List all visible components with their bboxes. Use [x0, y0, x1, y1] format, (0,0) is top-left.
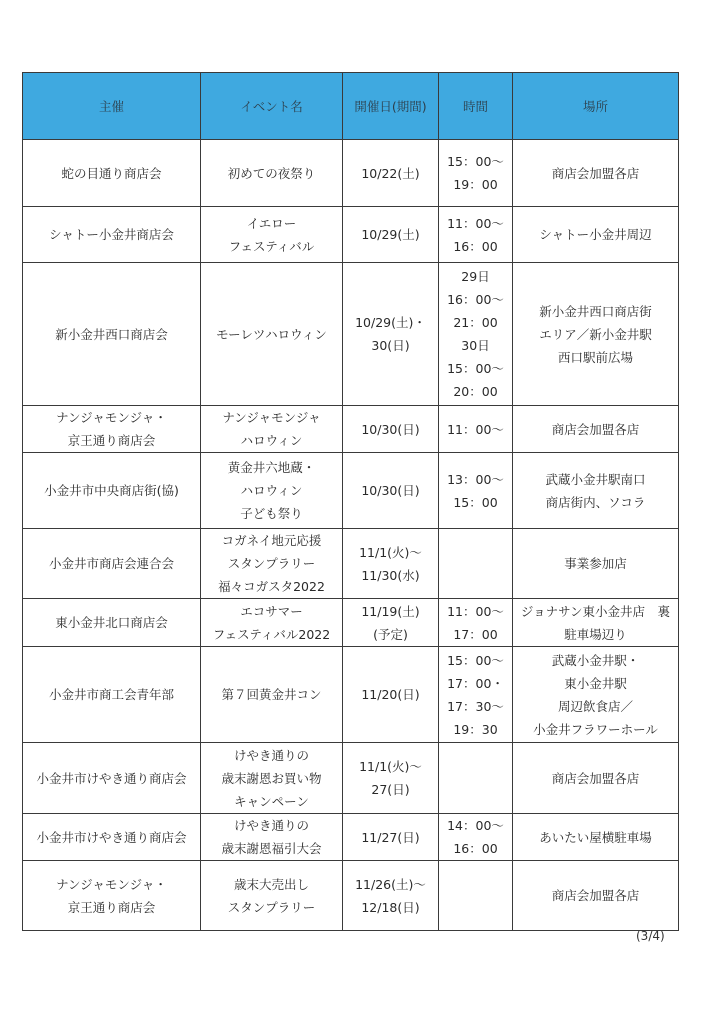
cell-time — [439, 743, 513, 814]
table-body — [23, 140, 679, 931]
cell-place — [513, 529, 679, 599]
cell-text-line: ナンジャモンジャ・ — [56, 876, 167, 892]
cell-text-line: コガネイ地元応援 — [221, 533, 322, 548]
cell-text-line: あいたい屋横駐車場 — [539, 829, 652, 845]
cell-text-line: 小金井市けやき通り商店会 — [36, 770, 187, 786]
cell-text-line: 11/20(日) — [361, 687, 420, 702]
cell-text-line: 10/29(土)・ — [355, 315, 426, 330]
cell-event — [201, 599, 343, 647]
table-row — [23, 743, 679, 814]
cell-text-line: モーレツハロウィン — [216, 326, 327, 342]
cell-text-line: 11/1(火)～ — [359, 544, 422, 560]
cell-event — [201, 207, 343, 263]
cell-time — [439, 140, 513, 207]
cell-date — [343, 263, 439, 406]
cell-text-line: ナンジャモンジャ・ — [56, 410, 167, 425]
cell-date — [343, 743, 439, 814]
cell-time — [439, 453, 513, 529]
cell-place — [513, 263, 679, 406]
cell-text-line: 29日 — [461, 269, 490, 284]
cell-place — [513, 647, 679, 743]
cell-place — [513, 814, 679, 861]
table-row — [23, 861, 679, 931]
cell-text-line: 事業参加店 — [564, 556, 627, 571]
cell-date — [343, 406, 439, 453]
cell-place — [513, 453, 679, 529]
cell-text-line: 16：00 — [453, 238, 498, 254]
cell-place — [513, 406, 679, 453]
header-time: 時間 — [439, 73, 513, 140]
cell-text-line: 19：30 — [453, 721, 498, 737]
header-event-name: イベント名 — [201, 73, 343, 140]
cell-text-line: 14：00～ — [447, 818, 504, 833]
cell-time — [439, 814, 513, 861]
cell-text-line: 小金井市商工会青年部 — [48, 687, 174, 702]
cell-text-line: 17：00 — [453, 626, 498, 642]
cell-text-line: けやき通りの — [233, 747, 309, 763]
table-row — [23, 263, 679, 406]
cell-text-line: 歳末謝恩お買い物 — [221, 770, 322, 786]
table-row — [23, 529, 679, 599]
cell-organizer — [23, 140, 201, 207]
cell-event — [201, 140, 343, 207]
cell-date — [343, 453, 439, 529]
cell-date — [343, 814, 439, 861]
cell-organizer — [23, 861, 201, 931]
cell-text-line: スタンプラリー — [227, 899, 316, 915]
table-row — [23, 140, 679, 207]
table-row — [23, 207, 679, 263]
cell-place — [513, 599, 679, 647]
cell-text-line: 11/1(火)～ — [359, 759, 422, 774]
cell-text-line: ハロウィン — [240, 483, 303, 498]
cell-text-line: 16：00～ — [447, 292, 504, 307]
cell-text-line: キャンペーン — [234, 793, 309, 809]
cell-text-line: 商店会加盟各店 — [551, 165, 640, 181]
cell-time — [439, 207, 513, 263]
event-schedule-table — [22, 72, 679, 931]
cell-text-line: 17：00・ — [447, 675, 504, 691]
cell-event — [201, 647, 343, 743]
header-place: 場所 — [513, 73, 679, 140]
cell-text-line: 第７回黄金井コン — [221, 687, 322, 702]
header-date: 開催日(期間) — [343, 73, 439, 140]
cell-time — [439, 406, 513, 453]
cell-text-line: 小金井フラワーホール — [533, 721, 658, 737]
cell-time — [439, 529, 513, 599]
cell-date — [343, 599, 439, 647]
cell-event — [201, 406, 343, 453]
cell-event — [201, 453, 343, 529]
cell-text-line: 商店街内、ソコラ — [545, 494, 646, 510]
cell-place — [513, 743, 679, 814]
cell-organizer — [23, 263, 201, 406]
cell-time — [439, 647, 513, 743]
cell-text-line: 11/19(土) — [361, 603, 420, 619]
cell-text-line: けやき通りの — [233, 818, 309, 833]
cell-text-line: エリア／新小金井駅 — [539, 326, 652, 342]
cell-text-line: ハロウィン — [240, 433, 303, 448]
cell-text-line: 新小金井西口商店街 — [539, 303, 652, 319]
cell-text-line: 13：00～ — [447, 471, 504, 487]
cell-time — [439, 599, 513, 647]
cell-text-line: 子ども祭り — [240, 506, 303, 521]
cell-text-line: フェスティバル — [228, 238, 315, 254]
cell-text-line: 10/30(日) — [361, 483, 420, 498]
cell-text-line: 15：00～ — [447, 361, 504, 376]
cell-text-line: 16：00 — [453, 841, 498, 856]
cell-place — [513, 140, 679, 207]
table-header — [23, 73, 679, 140]
cell-text-line: 11：00～ — [447, 603, 504, 619]
cell-text-line: 武蔵小金井駅・ — [551, 652, 640, 668]
cell-text-line: 21：00 — [453, 315, 498, 330]
cell-place — [513, 861, 679, 931]
cell-text-line: 蛇の目通り商店会 — [61, 165, 162, 181]
cell-event — [201, 263, 343, 406]
cell-text-line: 武蔵小金井駅南口 — [545, 471, 646, 487]
cell-text-line: 20：00 — [453, 384, 498, 399]
cell-organizer — [23, 814, 201, 861]
cell-text-line: (予定) — [373, 626, 408, 642]
cell-organizer — [23, 529, 201, 599]
cell-text-line: 商店会加盟各店 — [551, 421, 640, 437]
table-row — [23, 406, 679, 453]
cell-date — [343, 529, 439, 599]
table-row — [23, 814, 679, 861]
cell-text-line: エコサマー — [240, 603, 303, 619]
cell-text-line: 東小金井北口商店会 — [55, 615, 168, 630]
cell-text-line: 11/26(土)～ — [355, 876, 426, 892]
cell-text-line: 30日 — [461, 338, 490, 353]
cell-text-line: フェスティバル2022 — [212, 626, 331, 642]
header-row — [23, 73, 679, 140]
cell-text-line: 27(日) — [371, 782, 410, 797]
cell-text-line: 15：00～ — [447, 154, 504, 169]
cell-text-line: 12/18(日) — [361, 899, 420, 915]
cell-text-line: シャトー小金井商店会 — [49, 227, 174, 242]
cell-text-line: 歳末大売出し — [233, 876, 309, 892]
cell-time — [439, 263, 513, 406]
cell-text-line: 京王通り商店会 — [67, 899, 156, 915]
table-row — [23, 647, 679, 743]
cell-text-line: 京王通り商店会 — [67, 433, 156, 448]
cell-text-line: シャトー小金井周辺 — [539, 227, 652, 242]
cell-text-line: 15：00 — [453, 494, 498, 510]
cell-text-line: イエロー — [246, 215, 297, 231]
cell-text-line: 福々コガスタ2022 — [218, 579, 325, 594]
cell-text-line: 小金井市中央商店街(協) — [44, 483, 179, 498]
cell-text-line: 周辺飲食店／ — [557, 698, 633, 714]
cell-text-line: 歳末謝恩福引大会 — [221, 841, 322, 856]
page-number: (3/4) — [636, 929, 665, 943]
cell-organizer — [23, 647, 201, 743]
cell-text-line: ジョナサン東小金井店 裏 — [520, 603, 671, 619]
cell-text-line: 11：00～ — [447, 215, 504, 231]
cell-organizer — [23, 599, 201, 647]
cell-time — [439, 861, 513, 931]
cell-text-line: 17：30～ — [447, 698, 504, 714]
cell-text-line: 小金井市けやき通り商店会 — [36, 829, 187, 845]
cell-text-line: 30(日) — [371, 338, 410, 353]
cell-text-line: 西口駅前広場 — [557, 349, 633, 365]
cell-event — [201, 743, 343, 814]
cell-organizer — [23, 406, 201, 453]
cell-event — [201, 814, 343, 861]
cell-text-line: 15：00～ — [447, 652, 504, 668]
cell-organizer — [23, 207, 201, 263]
cell-text-line: 19：00 — [453, 177, 498, 192]
cell-text-line: 商店会加盟各店 — [551, 770, 640, 786]
cell-text-line: 10/30(日) — [361, 421, 420, 437]
cell-text-line: 10/29(土) — [361, 227, 420, 242]
cell-text-line: 黄金井六地蔵・ — [227, 460, 316, 475]
cell-place — [513, 207, 679, 263]
cell-organizer — [23, 453, 201, 529]
cell-date — [343, 647, 439, 743]
cell-text-line: スタンプラリー — [227, 556, 316, 571]
cell-text-line: 東小金井駅 — [564, 675, 627, 691]
cell-event — [201, 861, 343, 931]
cell-text-line: 11：00～ — [447, 421, 504, 437]
cell-text-line: 商店会加盟各店 — [551, 888, 640, 903]
cell-date — [343, 207, 439, 263]
cell-event — [201, 529, 343, 599]
cell-date — [343, 140, 439, 207]
cell-date — [343, 861, 439, 931]
cell-text-line: 10/22(土) — [361, 165, 420, 181]
cell-text-line: 新小金井西口商店会 — [55, 326, 168, 342]
table-row — [23, 599, 679, 647]
table-row — [23, 453, 679, 529]
cell-text-line: 駐車場辺り — [564, 626, 627, 642]
cell-text-line: ナンジャモンジャ — [222, 410, 321, 425]
cell-organizer — [23, 743, 201, 814]
cell-text-line: 小金井市商店会連合会 — [48, 556, 174, 571]
cell-text-line: 初めての夜祭り — [227, 165, 316, 181]
header-organizer: 主催 — [23, 73, 201, 140]
cell-text-line: 11/30(水) — [361, 567, 420, 583]
cell-text-line: 11/27(日) — [361, 829, 420, 845]
